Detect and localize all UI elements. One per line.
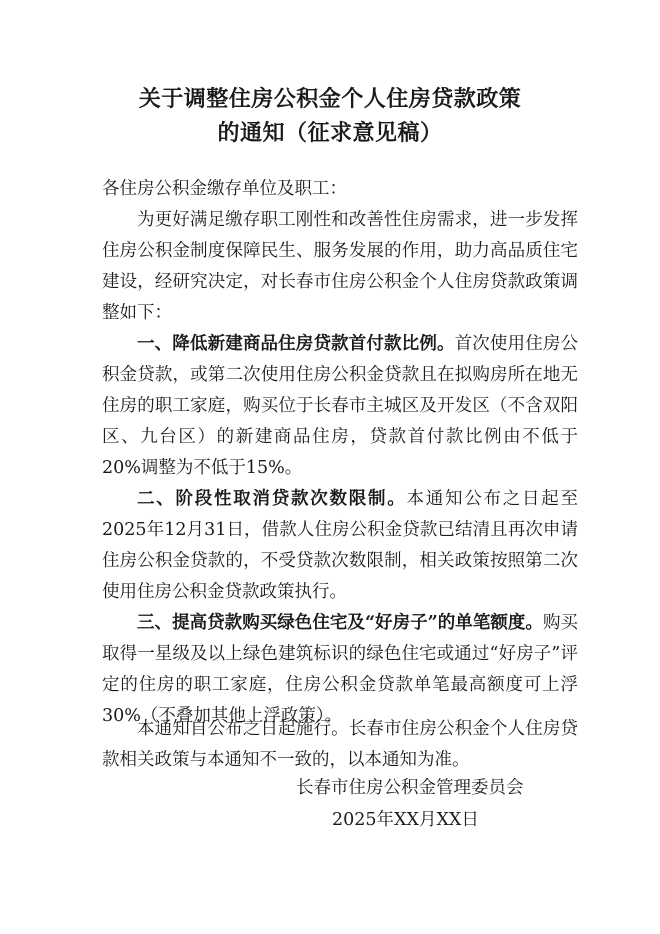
section-2-heading: 二、阶段性取消贷款次数限制。 xyxy=(137,489,407,509)
section-3-body: 购买取得一星级及以上绿色建筑标识的绿色住宅或通过“好房子”评定的住房的职工家庭，住房公积金贷款单笔最高额度可上浮30%（不叠加其他上浮政策）。 xyxy=(102,613,579,726)
closing-paragraph: 本通知自公布之日起施行。长春市住房公积金个人住房贷款相关政策与本通知不一致的，以本通知为准。 xyxy=(102,719,578,770)
document-title-line-2: 的通知（征求意见稿） xyxy=(217,120,443,146)
section-2-body: 本通知公布之日起至2025年12月31日，借款人住房公积金贷款已结清且再次申请住房公积金贷款的，不受贷款次数限制，相关政策按照第二次使用住房公积金贷款政策执行。 xyxy=(102,489,578,602)
section-1 xyxy=(102,329,578,484)
section-2 xyxy=(102,484,578,608)
salutation: 各住房公积金缴存单位及职工： xyxy=(102,179,347,199)
section-1-body: 首次使用住房公积金贷款，或第二次使用住房公积金贷款且在拟购房所在地无住房的职工家庭，购买位于长春市主城区及开发区（不含双阳区、九台区）的新建商品住房，贷款首付款比例由不低于20%调整为不低于15%。 xyxy=(102,334,578,478)
intro-paragraph: 为更好满足缴存职工刚性和改善性住房需求，进一步发挥住房公积金制度保障民生、服务发展的作用，助力高品质住宅建设，经研究决定，对长春市住房公积金个人住房贷款政策调整如下： xyxy=(102,210,578,323)
section-3-heading: 三、提高贷款购买绿色住宅及“好房子”的单笔额度。 xyxy=(137,613,543,633)
signature-date: 2025年XX月XX日 xyxy=(332,810,479,830)
document-title-line-1: 关于调整住房公积金个人住房贷款政策 xyxy=(138,86,522,112)
signature-organization: 长春市住房公积金管理委员会 xyxy=(296,778,524,798)
section-1-heading: 一、降低新建商品住房贷款首付款比例。 xyxy=(137,334,455,354)
